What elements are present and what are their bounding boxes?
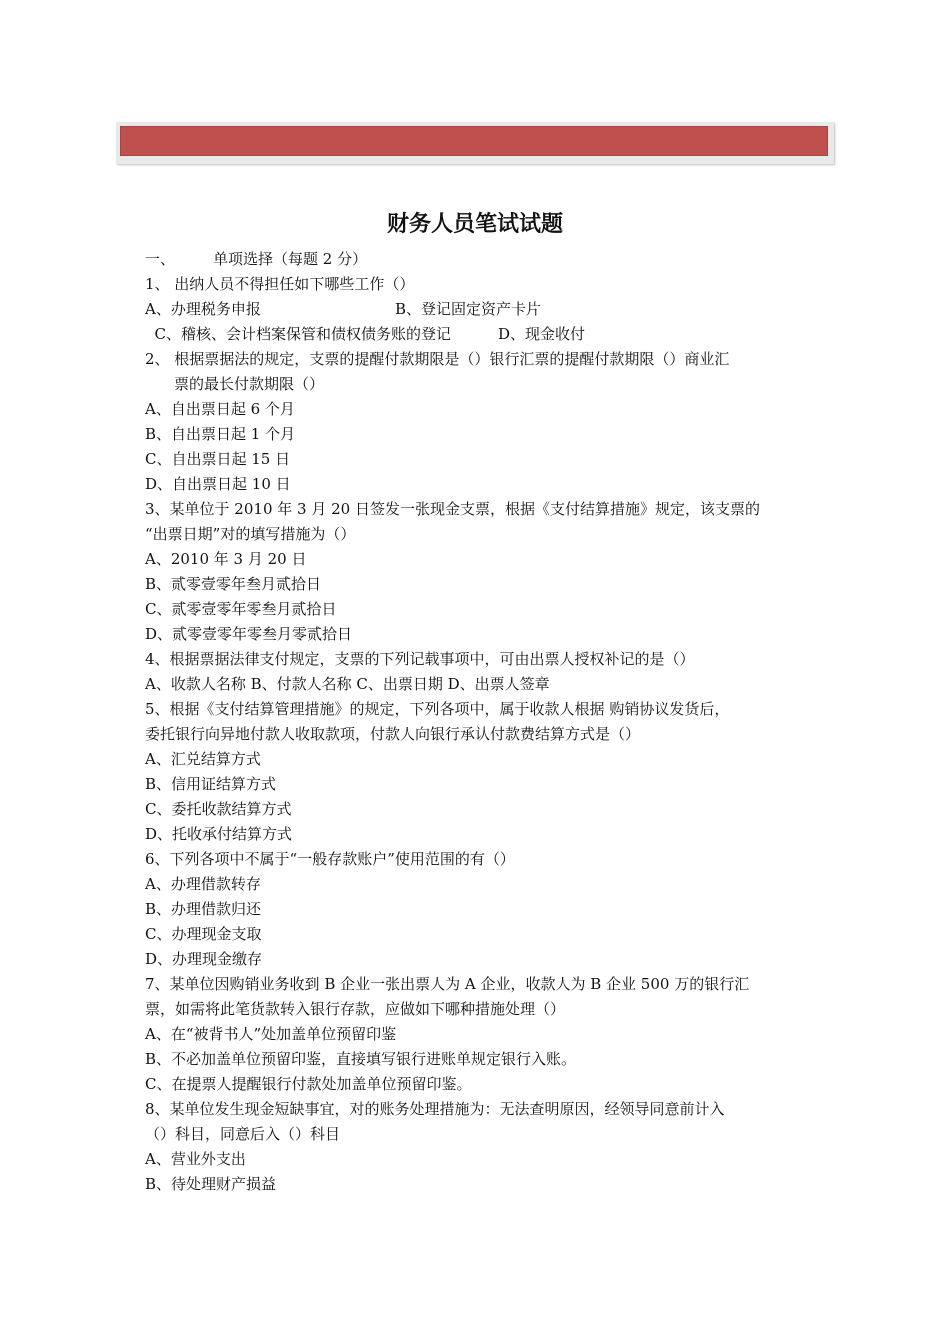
question-2-cont: 票的最长付款期限（） [174,375,325,393]
question-1: 1、 出纳人员不得担任如下哪些工作（） [145,275,415,293]
question-8-cont: （）科目，同意后入（）科目 [145,1125,341,1143]
q6-option-b: B、办理借款归还 [145,900,262,918]
section-heading [145,247,810,272]
q2-option-b: B、自出票日起 1 个月 [145,425,296,443]
q3-option-c: C、贰零壹零年零叁月贰拾日 [145,600,337,618]
q6-option-a: A、办理借款转存 [145,875,261,893]
q3-option-a: A、2010 年 3 月 20 日 [145,550,307,568]
q5-option-b: B、信用证结算方式 [145,775,277,793]
question-3: 3、某单位于 2010 年 3 月 20 日签发一张现金支票，根据《支付结算措施》规定，该支票的 [145,500,760,518]
q1-options-row-2 [145,322,810,347]
question-5-cont: 委托银行向异地付款人收取款项，付款人向银行承认付款费结算方式是（） [145,725,641,743]
q1-options-row-1 [145,297,810,322]
question-8: 8、某单位发生现金短缺事宜，对的账务处理措施为：无法查明原因，经领导同意前计入 [145,1100,725,1118]
q1-option-c: C、稽核、会计档案保管和债权债务账的登记 [145,325,452,343]
page-title: 财务人员笔试试题 [386,211,563,237]
question-5: 5、根据《支付结算管理措施》的规定，下列各项中，属于收款人根据 购销协议发货后， [145,700,730,718]
q2-option-a: A、自出票日起 6 个月 [145,400,295,418]
question-7: 7、某单位因购销业务收到 B 企业一张出票人为 A 企业，收款人为 B 企业 500 万的银行汇 [145,975,750,993]
question-3-cont: “出票日期”对的填写措施为（） [145,525,356,543]
exam-content [145,247,810,1197]
q1-option-b: B、登记固定资产卡片 [395,300,542,318]
question-6: 6、下列各项中不属于“一般存款账户”使用范围的有（） [145,850,515,868]
header-banner [116,122,834,164]
q5-option-d: D、托收承付结算方式 [145,825,293,843]
q1-option-a: A、办理税务申报 [145,300,261,318]
q5-option-c: C、委托收款结算方式 [145,800,292,818]
section-text: 单项选择（每题 2 分） [213,250,368,268]
q8-option-a: A、营业外支出 [145,1150,246,1168]
q3-option-d: D、贰零壹零年零叁月零贰拾日 [145,625,353,643]
q2-option-c: C、自出票日起 15 日 [145,450,291,468]
q2-option-d: D、自出票日起 10 日 [145,475,291,493]
question-2: 2、 根据票据法的规定，支票的提醒付款期限是（）银行汇票的提醒付款期限（）商业汇 [145,350,730,368]
q7-option-a: A、在“被背书人”处加盖单位预留印鉴 [145,1025,397,1043]
q4-options: A、收款人名称 B、付款人名称 C、出票日期 D、出票人签章 [145,675,550,693]
question-4: 4、根据票据法律支付规定，支票的下列记载事项中，可由出票人授权补记的是（） [145,650,695,668]
question-7-cont: 票，如需将此笔货款转入银行存款，应做如下哪种措施处理（） [145,1000,566,1018]
q7-option-b: B、不必加盖单位预留印鉴，直接填写银行进账单规定银行入账。 [145,1050,577,1068]
q6-option-c: C、办理现金支取 [145,925,262,943]
section-number: 一、 [145,250,176,268]
q1-option-d: D、现金收付 [498,325,586,343]
q6-option-d: D、办理现金缴存 [145,950,263,968]
q7-option-c: C、在提票人提醒银行付款处加盖单位预留印鉴。 [145,1075,472,1093]
q8-option-b: B、待处理财产损益 [145,1175,277,1193]
header-banner-bar [120,126,828,156]
q5-option-a: A、汇兑结算方式 [145,750,261,768]
q3-option-b: B、贰零壹零年叁月贰拾日 [145,575,322,593]
